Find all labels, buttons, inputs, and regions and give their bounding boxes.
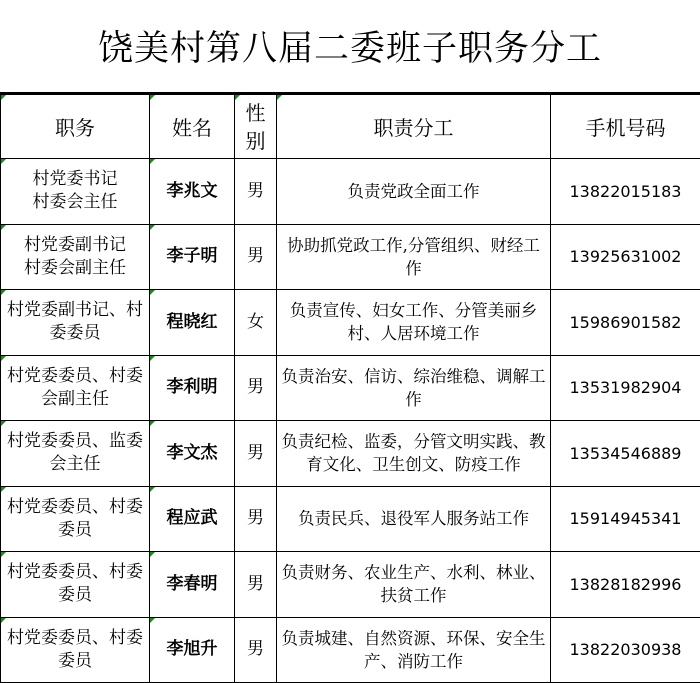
cell-name: 李旭升 [150,617,235,683]
table-row [1,552,700,618]
table-row [1,421,700,487]
cell-gender: 男 [235,486,277,552]
table-row [1,617,700,683]
cell-responsibility: 负责党政全面工作 [277,159,551,225]
cell-responsibility: 负责宣传、妇女工作、分管美丽乡村、人居环境工作 [277,290,551,356]
cell-gender: 男 [235,224,277,290]
cell-responsibility: 负责民兵、退役军人服务站工作 [277,486,551,552]
table-header-row [1,95,700,159]
cell-phone: 13925631002 [551,224,700,290]
cell-name: 程应武 [150,486,235,552]
cell-gender: 男 [235,159,277,225]
duty-table [0,94,700,683]
cell-phone: 13828182996 [551,552,700,618]
cell-position: 村党委委员、村委会副主任 [1,355,150,421]
cell-name: 程晓红 [150,290,235,356]
cell-gender: 男 [235,552,277,618]
cell-responsibility: 负责纪检、监委，分管文明实践、教育文化、卫生创文、防疫工作 [277,421,551,487]
cell-name: 李春明 [150,552,235,618]
cell-name: 李利明 [150,355,235,421]
cell-responsibility: 负责财务、农业生产、水利、林业、扶贫工作 [277,552,551,618]
header-name: 姓名 [150,95,235,159]
cell-gender: 男 [235,355,277,421]
header-gender-text: 性别 [245,99,266,155]
header-position: 职务 [1,95,150,159]
cell-position: 村党委委员、村委委员 [1,486,150,552]
cell-position: 村党委书记 村委会主任 [1,159,150,225]
cell-name: 李子明 [150,224,235,290]
cell-position: 村党委委员、村委委员 [1,617,150,683]
cell-responsibility: 负责城建、自然资源、环保、安全生产、消防工作 [277,617,551,683]
cell-phone: 13822030938 [551,617,700,683]
table-body [1,159,700,683]
cell-phone: 13531982904 [551,355,700,421]
cell-position: 村党委副书记、村委委员 [1,290,150,356]
cell-gender: 男 [235,421,277,487]
cell-phone: 15986901582 [551,290,700,356]
table-row [1,355,700,421]
cell-phone: 15914945341 [551,486,700,552]
cell-position: 村党委副书记 村委会副主任 [1,224,150,290]
cell-phone: 13822015183 [551,159,700,225]
cell-gender: 女 [235,290,277,356]
table-row [1,159,700,225]
table-row [1,486,700,552]
header-phone: 手机号码 [551,95,700,159]
cell-name: 李兆文 [150,159,235,225]
sheet-title: 饶美村第八届二委班子职务分工 [0,0,700,94]
cell-name: 李文杰 [150,421,235,487]
table-row [1,224,700,290]
header-gender [235,95,277,159]
cell-position: 村党委委员、监委会主任 [1,421,150,487]
cell-gender: 男 [235,617,277,683]
cell-responsibility: 协助抓党政工作,分管组织、财经工作 [277,224,551,290]
header-responsibility: 职责分工 [277,95,551,159]
table-row [1,290,700,356]
cell-phone: 13534546889 [551,421,700,487]
cell-responsibility: 负责治安、信访、综治维稳、调解工作 [277,355,551,421]
cell-position: 村党委委员、村委委员 [1,552,150,618]
